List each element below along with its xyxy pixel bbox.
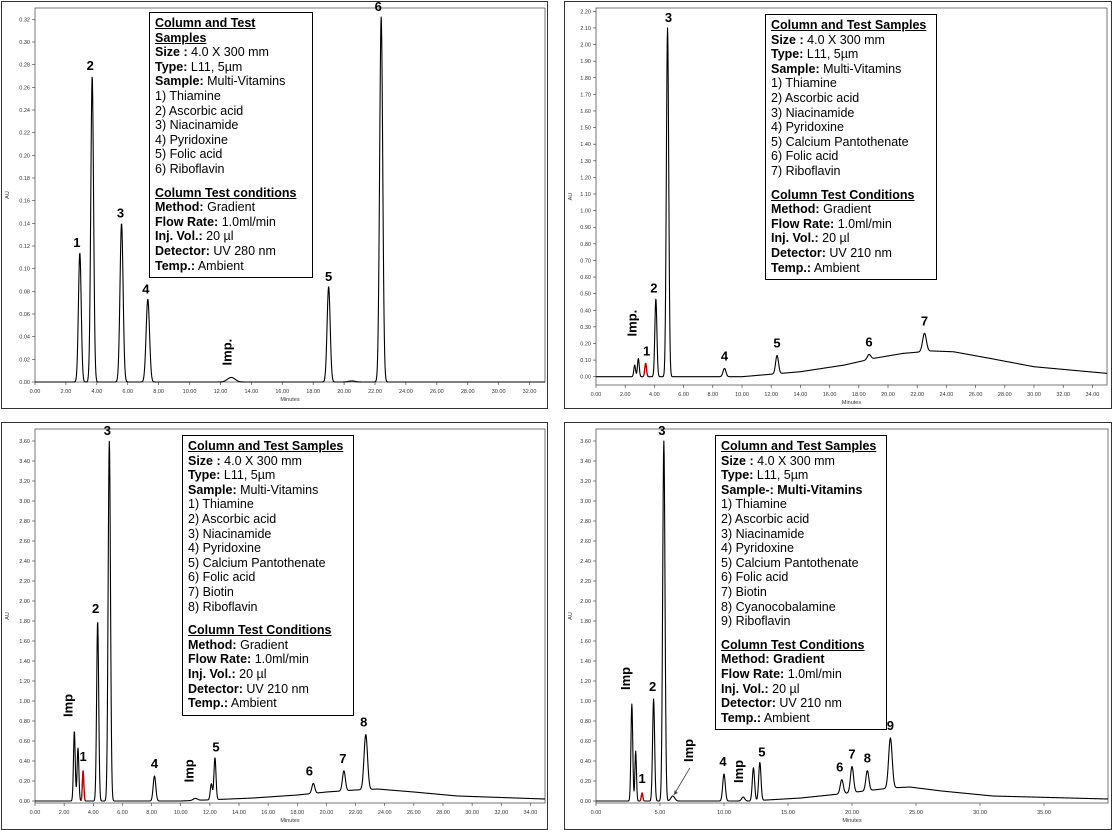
peak-label: 4 (150, 756, 159, 771)
analyte-item: 5) Calcium Pantothenate (721, 555, 859, 570)
y-tick-label: 2.60 (19, 539, 30, 545)
x-tick-label: 30.00 (465, 810, 480, 816)
analyte-item: 5) Calcium Pantothenate (771, 134, 909, 149)
x-tick-label: 28.00 (460, 389, 475, 395)
peak-label: 4 (142, 281, 150, 297)
y-tick-label: 1.00 (580, 699, 591, 705)
y-axis-label: AU (568, 192, 574, 201)
x-tick-label: 18.00 (290, 810, 305, 816)
info-size: Size : 4.0 X 300 mm (771, 32, 885, 47)
y-tick-label: 0.04 (19, 334, 30, 341)
info-temp: Temp.: Ambient (155, 258, 244, 273)
peak-arrow (674, 768, 690, 795)
info-box (765, 14, 937, 280)
peak-label: 4 (719, 754, 727, 769)
analyte-item: 3) Niacinamide (188, 526, 272, 541)
info-sample: Sample: Multi-Vitamins (188, 482, 319, 497)
analyte-item: 4) Pyridoxine (188, 541, 261, 556)
x-tick-label: 22.00 (348, 810, 363, 816)
x-tick-label: 28.00 (436, 810, 450, 816)
peak-label: Imp. (219, 338, 235, 366)
y-tick-label: 0.20 (19, 153, 30, 160)
x-tick-label: 8.00 (153, 389, 164, 395)
y-tick-label: 3.20 (19, 479, 30, 485)
y-axis-label: AU (5, 191, 11, 199)
y-tick-label: 0.14 (19, 221, 30, 228)
y-tick-label: 3.40 (580, 459, 591, 465)
y-tick-label: 0.02 (19, 357, 30, 364)
x-tick-label: 22.00 (910, 392, 925, 398)
chromatogram-panel-1 (1, 1, 548, 409)
info-detector: Detector: UV 210 nm (771, 245, 892, 260)
y-tick-label: 0.20 (580, 341, 591, 348)
y-tick-label: 2.20 (19, 579, 30, 585)
analyte-item: 4) Pyridoxine (155, 132, 228, 147)
x-tick-label: 28.00 (997, 392, 1012, 398)
info-heading-samples: Column and Test Samples (771, 18, 927, 32)
y-tick-label: 0.10 (580, 358, 591, 365)
x-axis-label: Minutes (842, 818, 862, 824)
y-tick-label: 0.20 (580, 779, 591, 785)
info-box (715, 435, 887, 730)
analyte-item: 1) Thiamine (771, 76, 837, 91)
peak-label: 1 (643, 343, 651, 359)
y-tick-label: 0.50 (580, 291, 591, 298)
y-tick-label: 2.80 (580, 519, 591, 525)
y-axis-label: AU (568, 612, 574, 620)
peak-label: 3 (103, 423, 111, 438)
y-tick-label: 1.40 (580, 659, 591, 665)
peak-label: 4 (720, 348, 729, 364)
x-tick-label: 22.00 (368, 389, 382, 395)
peak-label: Imp (731, 759, 747, 783)
info-box (149, 12, 313, 278)
peak-label: 2 (650, 280, 658, 296)
analyte-item: 3) Niacinamide (155, 118, 239, 133)
y-tick-label: 0.16 (19, 198, 30, 205)
y-tick-label: 1.40 (580, 142, 591, 149)
y-tick-label: 1.80 (19, 619, 30, 625)
chromatogram-panel-3 (1, 422, 548, 830)
x-tick-label: 32.00 (1056, 392, 1071, 398)
analyte-item: 4) Pyridoxine (771, 120, 844, 135)
y-tick-label: 1.60 (580, 639, 591, 645)
y-tick-label: 1.80 (580, 75, 591, 82)
y-tick-label: 2.20 (580, 579, 591, 585)
x-tick-label: 26.00 (406, 810, 421, 816)
x-tick-label: 10.00 (173, 810, 188, 816)
x-tick-label: 20.00 (845, 810, 859, 816)
info-heading-conditions: Column Test Conditions (721, 637, 865, 652)
x-tick-label: 8.00 (707, 392, 719, 398)
x-tick-label: 10.00 (182, 389, 197, 395)
peak-label: 1 (638, 771, 646, 786)
peak-label: 2 (648, 679, 657, 694)
y-tick-label: 0.60 (580, 275, 591, 282)
analyte-item: 3) Niacinamide (721, 526, 805, 541)
y-tick-label: 0.80 (580, 719, 591, 725)
x-tick-label: 16.00 (822, 392, 837, 398)
y-tick-label: 3.60 (580, 439, 591, 445)
peak-label: 2 (86, 58, 94, 73)
peak-label: 2 (92, 601, 100, 616)
x-tick-label: 0.00 (590, 810, 602, 816)
analyte-item: 1) Thiamine (721, 497, 787, 512)
info-sample: Sample: Multi-Vitamins (155, 74, 286, 89)
y-tick-label: 0.40 (580, 759, 591, 765)
y-tick-label: 1.20 (580, 679, 591, 685)
y-tick-label: 1.90 (580, 59, 591, 66)
y-tick-label: 1.70 (580, 92, 591, 99)
y-tick-label: 0.26 (19, 85, 30, 92)
peak-label: Imp (60, 693, 76, 717)
info-heading-samples: Column and Test Samples (155, 16, 256, 45)
analyte-item: 5) Calcium Pantothenate (188, 555, 326, 570)
analyte-item: 3) Niacinamide (771, 105, 855, 120)
x-tick-label: 32.00 (494, 810, 509, 816)
peak-label: 3 (116, 205, 125, 221)
x-tick-label: 0.00 (29, 810, 41, 816)
peak-label: 3 (664, 9, 673, 25)
x-tick-label: 2.00 (619, 392, 631, 398)
x-tick-label: 16.00 (275, 389, 290, 395)
peak-label: Imp. (624, 309, 640, 337)
x-tick-label: 16.00 (261, 810, 276, 816)
analyte-item: 6) Riboflavin (155, 161, 225, 176)
peak-label: 5 (212, 739, 220, 755)
y-tick-label: 1.30 (580, 158, 591, 165)
info-method: Method: Gradient (771, 202, 872, 217)
peak-label: 5 (325, 268, 333, 284)
x-tick-label: 4.00 (649, 392, 660, 398)
analyte-item: 5) Folic acid (155, 147, 223, 162)
y-tick-label: 2.40 (19, 559, 30, 565)
info-size: Size : 4.0 X 300 mm (155, 45, 269, 60)
y-tick-label: 0.90 (580, 225, 591, 232)
highlighted-peak (640, 793, 645, 801)
x-tick-label: 24.00 (377, 810, 392, 816)
peak-label: Imp (181, 759, 197, 783)
x-tick-label: 14.00 (793, 392, 808, 398)
analyte-item: 4) Pyridoxine (721, 541, 794, 556)
info-method: Method: Gradient (188, 637, 289, 652)
info-inj-vol: Inj. Vol.: 20 µl (188, 666, 267, 681)
y-tick-label: 0.30 (580, 324, 591, 331)
info-sample: Sample-: Multi-Vitamins (721, 482, 863, 497)
x-axis-label: Minutes (280, 397, 300, 403)
analyte-item: 1) Thiamine (155, 88, 221, 103)
x-tick-label: 18.00 (306, 389, 321, 395)
info-box (182, 435, 354, 716)
info-heading-conditions: Column Test conditions (155, 185, 297, 200)
y-tick-label: 3.00 (580, 499, 591, 505)
x-tick-label: 20.00 (337, 389, 351, 395)
y-tick-label: 2.10 (580, 25, 591, 32)
x-tick-label: 25.00 (909, 810, 923, 816)
info-temp: Temp.: Ambient (771, 260, 860, 275)
y-tick-label: 0.40 (19, 759, 30, 765)
y-tick-label: 1.20 (19, 679, 30, 685)
peak-label: 9 (886, 718, 895, 733)
x-tick-label: 0.00 (590, 392, 602, 398)
info-type: Type: L11, 5µm (188, 468, 276, 483)
peak-label: 7 (339, 750, 347, 766)
peak-label: 6 (836, 759, 844, 775)
x-tick-label: 24.00 (939, 392, 954, 398)
x-tick-label: 34.00 (1085, 392, 1100, 398)
x-tick-label: 10.00 (717, 810, 731, 816)
peak-label: 6 (374, 2, 382, 15)
x-tick-label: 18.00 (851, 392, 866, 398)
y-tick-label: 0.30 (19, 40, 30, 46)
peak-label: Imp (617, 666, 633, 690)
y-tick-label: 1.00 (580, 208, 591, 215)
x-tick-label: 30.00 (973, 810, 987, 816)
info-size: Size : 4.0 X 300 mm (188, 453, 302, 468)
x-tick-label: 8.00 (146, 810, 157, 816)
x-tick-label: 2.00 (58, 810, 70, 816)
x-tick-label: 4.00 (87, 810, 99, 816)
info-temp: Temp.: Ambient (188, 696, 277, 711)
analyte-item: 6) Folic acid (188, 570, 256, 585)
x-tick-label: 6.00 (122, 389, 134, 395)
y-tick-label: 3.40 (19, 459, 30, 465)
peak-label: 8 (360, 714, 368, 730)
y-tick-label: 2.80 (19, 519, 30, 525)
x-tick-label: 2.00 (60, 389, 72, 395)
analyte-item: 6) Folic acid (771, 149, 839, 164)
info-method: Method: Gradient (721, 652, 825, 667)
info-detector: Detector: UV 280 nm (155, 243, 276, 258)
info-detector: Detector: UV 210 nm (188, 681, 309, 696)
x-tick-label: 34.00 (523, 810, 538, 816)
y-tick-label: 2.20 (580, 9, 591, 16)
highlighted-peak (643, 363, 648, 376)
y-tick-label: 2.60 (580, 539, 591, 545)
y-tick-label: 0.20 (19, 779, 30, 785)
x-tick-label: 14.00 (244, 389, 259, 395)
info-size: Size : 4.0 X 300 mm (721, 453, 835, 468)
y-tick-label: 0.00 (19, 799, 30, 805)
x-tick-label: 20.00 (319, 810, 334, 816)
x-tick-label: 30.00 (1027, 392, 1041, 398)
y-tick-label: 0.28 (19, 62, 30, 69)
analyte-item: 2) Ascorbic acid (155, 103, 244, 118)
info-inj-vol: Inj. Vol.: 20 µl (155, 229, 234, 244)
x-tick-label: 26.00 (429, 389, 444, 395)
y-tick-label: 0.80 (19, 719, 30, 725)
y-tick-label: 0.80 (580, 241, 591, 248)
info-flow-rate: Flow Rate: 1.0ml/min (155, 214, 276, 229)
y-tick-label: 0.06 (19, 312, 30, 318)
peak-label: 1 (73, 234, 81, 250)
y-tick-label: 0.12 (19, 244, 30, 250)
analyte-item: 9) Riboflavin (721, 614, 791, 629)
info-heading-conditions: Column Test Conditions (188, 623, 332, 638)
y-tick-label: 3.60 (19, 439, 30, 445)
info-heading-samples: Column and Test Samples (721, 439, 877, 453)
y-tick-label: 0.18 (19, 176, 30, 182)
y-tick-label: 1.00 (19, 699, 30, 705)
analyte-item: 2) Ascorbic acid (771, 90, 860, 105)
y-tick-label: 0.70 (580, 258, 591, 265)
info-heading-conditions: Column Test Conditions (771, 187, 915, 202)
info-type: Type: L11, 5µm (721, 468, 809, 483)
analyte-item: 1) Thiamine (188, 497, 254, 512)
info-sample: Sample: Multi-Vitamins (771, 61, 902, 76)
x-tick-label: 10.00 (735, 392, 749, 398)
analyte-item: 8) Riboflavin (188, 599, 258, 614)
info-method: Method: Gradient (155, 200, 256, 215)
chromatogram-panel-2 (564, 1, 1112, 409)
analyte-item: 7) Riboflavin (771, 163, 841, 178)
x-tick-label: 35.00 (1037, 810, 1051, 816)
y-tick-label: 1.60 (580, 108, 591, 115)
peak-label: 6 (865, 334, 873, 350)
chromatogram-panel-4 (564, 422, 1112, 830)
info-heading-samples: Column and Test Samples (188, 439, 344, 453)
analyte-item: 2) Ascorbic acid (721, 511, 810, 526)
peak-label: 7 (848, 746, 856, 762)
y-tick-label: 2.00 (580, 42, 591, 49)
info-flow-rate: Flow Rate: 1.0ml/min (188, 652, 309, 667)
x-tick-label: 6.00 (117, 810, 128, 816)
info-inj-vol: Inj. Vol.: 20 µl (771, 231, 850, 246)
y-tick-label: 3.00 (19, 499, 30, 505)
peak-label: 5 (773, 335, 781, 351)
analyte-item: 8) Cyanocobalamine (721, 599, 836, 614)
x-axis-label: Minutes (841, 400, 862, 406)
highlighted-peak (81, 771, 85, 801)
x-tick-label: 24.00 (399, 389, 413, 395)
peak-label: 1 (79, 749, 87, 764)
y-tick-label: 1.40 (19, 659, 30, 665)
peak-label: 5 (758, 744, 766, 760)
y-tick-label: 2.00 (580, 599, 591, 605)
x-tick-label: 15.00 (781, 810, 795, 816)
x-tick-label: 0.00 (29, 389, 41, 395)
info-type: Type: L11, 5µm (155, 59, 243, 74)
info-detector: Detector: UV 210 nm (721, 696, 842, 711)
x-tick-label: 20.00 (881, 392, 895, 398)
info-type: Type: L11, 5µm (771, 47, 859, 62)
y-tick-label: 0.00 (580, 374, 591, 381)
y-tick-label: 0.00 (580, 799, 591, 805)
y-tick-label: 2.40 (580, 559, 591, 565)
peak-arrow-head (674, 790, 678, 795)
y-axis-label: AU (5, 612, 11, 620)
analyte-item: 2) Ascorbic acid (188, 511, 277, 526)
y-tick-label: 0.22 (19, 130, 30, 137)
x-tick-label: 4.00 (91, 389, 103, 395)
analyte-item: 7) Biotin (721, 584, 767, 599)
info-flow-rate: Flow Rate: 1.0ml/min (771, 216, 892, 231)
peak-label: 6 (305, 763, 313, 779)
x-tick-label: 12.00 (764, 392, 779, 398)
y-tick-label: 1.80 (580, 619, 591, 625)
x-tick-label: 6.00 (678, 392, 689, 398)
x-tick-label: 14.00 (232, 810, 246, 816)
x-tick-label: 26.00 (968, 392, 983, 398)
y-tick-label: 0.40 (580, 308, 591, 315)
y-tick-label: 1.20 (580, 175, 591, 182)
y-tick-label: 1.10 (580, 192, 591, 199)
y-tick-label: 0.32 (19, 17, 30, 24)
y-tick-label: 0.24 (19, 108, 30, 114)
y-tick-label: 3.20 (580, 479, 591, 485)
analyte-item: 6) Folic acid (721, 570, 789, 585)
info-temp: Temp.: Ambient (721, 710, 810, 725)
y-tick-label: 0.60 (580, 739, 591, 745)
x-tick-label: 32.00 (522, 389, 537, 395)
info-flow-rate: Flow Rate: 1.0ml/min (721, 666, 842, 681)
y-tick-label: 0.60 (19, 739, 30, 745)
x-axis-label: Minutes (280, 818, 300, 824)
y-tick-label: 0.10 (19, 266, 30, 273)
x-tick-label: 12.00 (213, 389, 228, 395)
info-inj-vol: Inj. Vol.: 20 µl (721, 681, 800, 696)
peak-label: 3 (658, 423, 666, 438)
y-tick-label: 1.60 (19, 639, 30, 645)
y-tick-label: 0.08 (19, 289, 30, 296)
analyte-item: 7) Biotin (188, 584, 234, 599)
y-tick-label: 0.00 (19, 380, 30, 386)
peak-label: Imp (680, 738, 696, 762)
peak-label: 7 (920, 313, 929, 329)
x-tick-label: 5.00 (654, 810, 666, 816)
y-tick-label: 1.50 (580, 125, 591, 132)
y-tick-label: 2.00 (19, 599, 30, 605)
peak-label: 8 (863, 750, 871, 766)
x-tick-label: 12.00 (202, 810, 217, 816)
x-tick-label: 30.00 (491, 389, 506, 395)
